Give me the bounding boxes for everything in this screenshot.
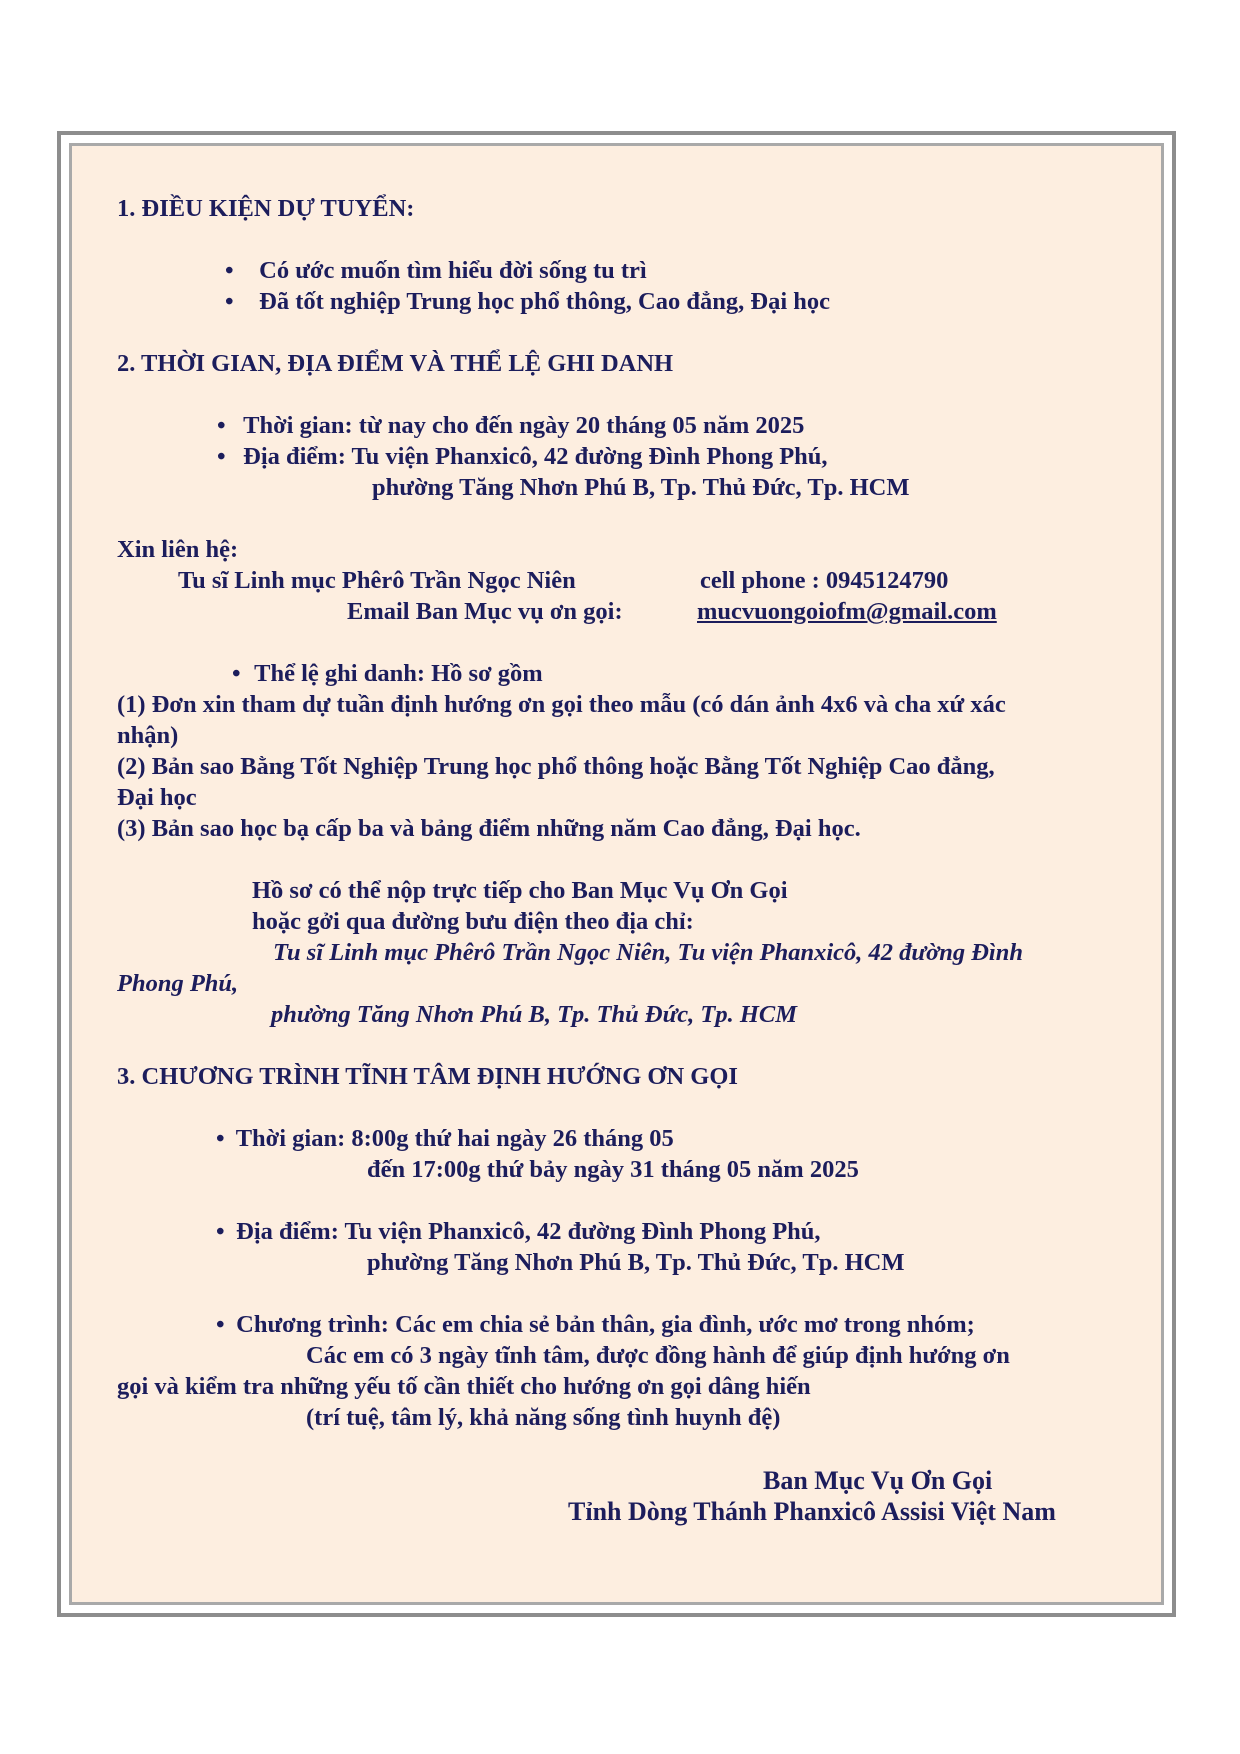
bullet-icon: •	[216, 1311, 225, 1338]
bullet-icon: •	[217, 412, 226, 439]
rules-title-text: Thể lệ ghi danh: Hồ sơ gồm	[254, 660, 543, 687]
submit-line-1: Hồ sơ có thể nộp trực tiếp cho Ban Mục Vụ Ơn Gọi	[252, 877, 788, 904]
section3-time-line2: đến 17:00g thứ bảy ngày 31 tháng 05 năm 2025	[367, 1156, 859, 1183]
section3-program	[216, 1310, 975, 1340]
section2-heading: 2. THỜI GIAN, ĐỊA ĐIỂM VÀ THỂ LỆ GHI DANH	[117, 350, 674, 377]
bullet-text: Chương trình: Các em chia sẻ bản thân, gia đình, ước mơ trong nhóm;	[236, 1311, 975, 1338]
section1-bullet-2	[225, 287, 830, 317]
rule-line: (1) Đơn xin tham dự tuần định hướng ơn gọi theo mẫu (có dán ảnh 4x6 và cha xứ xác	[117, 691, 1006, 718]
section3-program-line3: gọi và kiểm tra những yếu tố cần thiết cho hướng ơn gọi dâng hiến	[117, 1373, 811, 1400]
bullet-icon: •	[225, 288, 234, 315]
rule-line: nhận)	[117, 722, 179, 749]
signature-line-2: Tỉnh Dòng Thánh Phanxicô Assisi Việt Nam	[568, 1497, 1056, 1526]
mailing-address-line-3: phường Tăng Nhơn Phú B, Tp. Thủ Đức, Tp. HCM	[271, 1001, 798, 1028]
mailing-address-line-2: Phong Phú,	[117, 970, 239, 997]
contact-label: Xin liên hệ:	[117, 536, 239, 563]
section2-time	[217, 411, 804, 441]
contact-person: Tu sĩ Linh mục Phêrô Trần Ngọc Niên	[178, 567, 576, 594]
bullet-text: Địa điểm: Tu viện Phanxicô, 42 đường Đình Phong Phú,	[236, 1218, 821, 1245]
section3-program-line2: Các em có 3 ngày tĩnh tâm, được đồng hành để giúp định hướng ơn	[306, 1342, 1010, 1369]
contact-email-label: Email Ban Mục vụ ơn gọi:	[347, 598, 623, 625]
bullet-text: Đã tốt nghiệp Trung học phổ thông, Cao đẳng, Đại học	[259, 288, 831, 315]
contact-email-link[interactable]: mucvuongoiofm@gmail.com	[697, 598, 997, 625]
bullet-icon: •	[232, 660, 241, 687]
bullet-icon: •	[225, 257, 234, 284]
signature-line-1: Ban Mục Vụ Ơn Gọi	[763, 1466, 993, 1495]
bullet-text: Thời gian: 8:00g thứ hai ngày 26 tháng 05	[235, 1125, 674, 1152]
section3-heading: 3. CHƯƠNG TRÌNH TĨNH TÂM ĐỊNH HƯỚNG ƠN GỌI	[117, 1063, 738, 1090]
submit-line-2: hoặc gởi qua đường bưu điện theo địa chỉ:	[252, 908, 694, 935]
section2-place	[217, 442, 828, 472]
rule-line: Đại học	[117, 784, 197, 811]
mailing-address-line-1: Tu sĩ Linh mục Phêrô Trần Ngọc Niên, Tu viện Phanxicô, 42 đường Đình	[273, 939, 1023, 966]
rule-line: (3) Bản sao học bạ cấp ba và bảng điểm những năm Cao đẳng, Đại học.	[117, 815, 861, 842]
contact-phone: cell phone : 0945124790	[700, 567, 949, 594]
rules-title	[232, 659, 543, 689]
bullet-text: Địa điểm: Tu viện Phanxicô, 42 đường Đình Phong Phú,	[243, 443, 828, 470]
bullet-text: Thời gian: từ nay cho đến ngày 20 tháng 05 năm 2025	[243, 412, 805, 439]
rule-line: (2) Bản sao Bằng Tốt Nghiệp Trung học phổ thông hoặc Bằng Tốt Nghiệp Cao đẳng,	[117, 753, 995, 780]
section3-place-line2: phường Tăng Nhơn Phú B, Tp. Thủ Đức, Tp. HCM	[367, 1249, 905, 1276]
bullet-icon: •	[216, 1218, 225, 1245]
section1-heading: 1. ĐIỀU KIỆN DỰ TUYỂN:	[117, 195, 415, 222]
section1-bullet-1	[225, 256, 647, 286]
section3-place	[216, 1217, 821, 1247]
section3-time	[216, 1124, 674, 1154]
section2-place-line2: phường Tăng Nhơn Phú B, Tp. Thủ Đức, Tp. HCM	[372, 474, 910, 501]
bullet-icon: •	[217, 443, 226, 470]
section3-program-line4: (trí tuệ, tâm lý, khả năng sống tình huynh đệ)	[306, 1404, 781, 1431]
bullet-text: Có ước muốn tìm hiểu đời sống tu trì	[259, 257, 647, 284]
bullet-icon: •	[216, 1125, 225, 1152]
